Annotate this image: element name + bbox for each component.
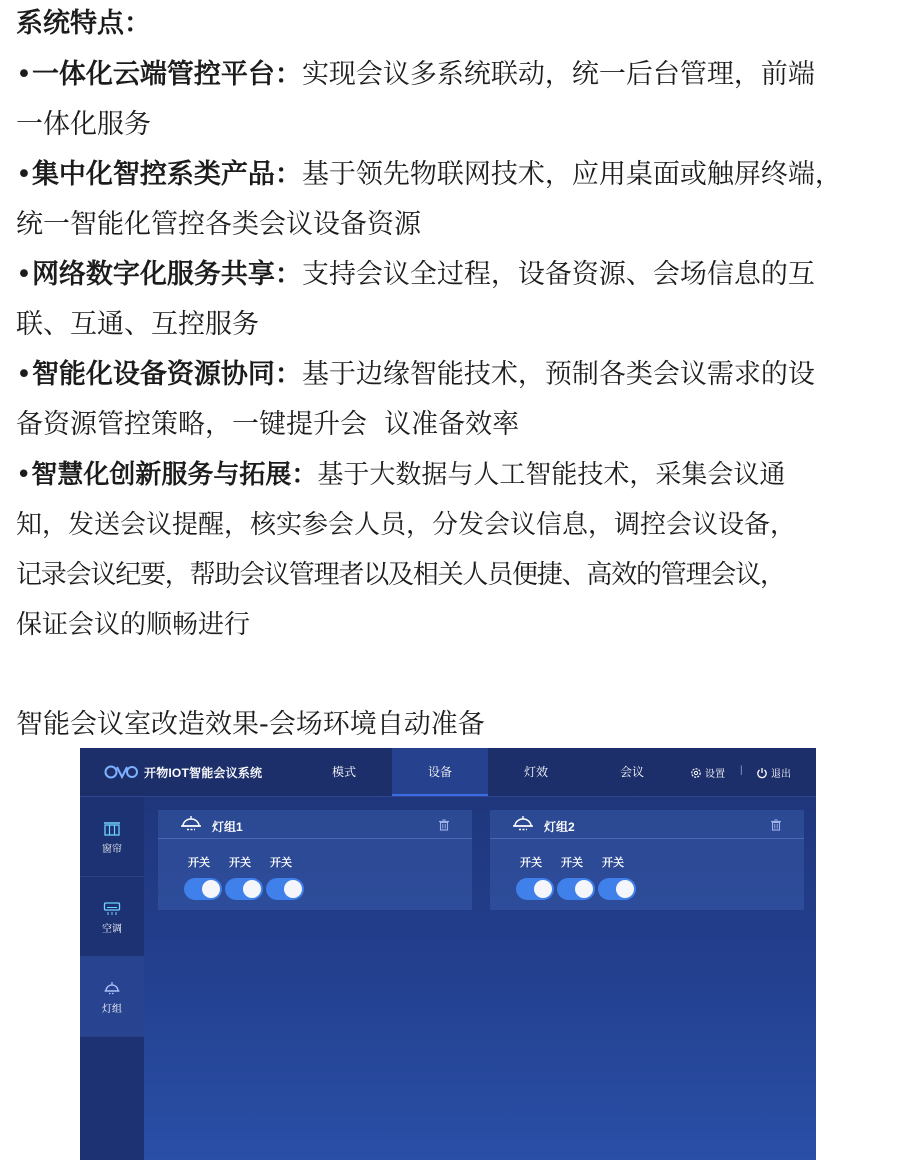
tab-devices[interactable]: 设备 (392, 748, 488, 796)
feature-text: 统一智能化管控各类会议设备资源 (16, 209, 421, 240)
feature-item (16, 250, 886, 350)
divider: | (740, 765, 743, 776)
feature-text: 联、互通、互控服务 (16, 309, 259, 340)
feature-title: 智能化设备资源协同： (31, 359, 302, 390)
feature-text: 支持会议全过程，设备资源、会场信息的互 (301, 259, 815, 290)
feature-title: 一体化云端管控平台： (31, 59, 302, 90)
toggle-knob (534, 880, 552, 898)
toggle-knob (202, 880, 220, 898)
logout-label: 退出 (771, 769, 791, 780)
light-group-panel (158, 810, 472, 910)
feature-text: 基于领先物联网技术，应用桌面或触屏终端， (301, 159, 842, 190)
switch-toggle[interactable] (516, 878, 554, 900)
switch-toggle[interactable] (225, 878, 263, 900)
tab-mode[interactable]: 模式 (331, 765, 356, 779)
ceiling-light-icon (180, 816, 202, 832)
feature-title: 智慧化创新服务与拓展： (31, 460, 318, 490)
curtain-icon (103, 821, 121, 837)
feature-title: 集中化智控系类产品： (31, 159, 302, 190)
panel-header (490, 810, 804, 839)
trash-icon[interactable] (770, 819, 782, 831)
bullet: • (16, 359, 32, 390)
sidebar-item-curtain[interactable] (80, 797, 144, 877)
light-group-panel (490, 810, 804, 910)
switch-label: 开关 (188, 857, 210, 869)
panel-header (158, 810, 472, 839)
sidebar-item-label: 窗帘 (102, 844, 122, 855)
trash-icon[interactable] (438, 819, 450, 831)
air-conditioner-icon (103, 901, 121, 917)
feature-item (16, 50, 886, 150)
sidebar-item-label: 灯组 (102, 1004, 122, 1015)
section-heading: 系统特点： (16, 8, 151, 39)
figure-caption: 智能会议室改造效果-会场环境自动准备 (16, 709, 485, 740)
switch-toggle[interactable] (557, 878, 595, 900)
sidebar (80, 797, 144, 1160)
panel-title: 灯组2 (544, 820, 575, 834)
gear-icon (690, 767, 702, 779)
feature-text: 备资源管控策略，一键提升会 议准备效率 (16, 409, 520, 440)
switch-toggle[interactable] (266, 878, 304, 900)
sidebar-item-label: 空调 (102, 924, 122, 935)
bullet: • (16, 259, 32, 290)
ceiling-light-icon (512, 816, 534, 832)
switch-label: 开关 (270, 857, 292, 869)
tab-lighting[interactable]: 灯效 (523, 765, 548, 779)
settings-button[interactable] (690, 765, 725, 780)
feature-text: 知，发送会议提醒，核实参会人员，分发会议信息，调控会议设备， (16, 510, 797, 540)
feature-title: 网络数字化服务共享： (31, 259, 302, 290)
settings-label: 设置 (705, 769, 725, 780)
feature-text: 保证会议的顺畅进行 (16, 610, 251, 640)
logo-icon (104, 765, 138, 779)
toggle-knob (284, 880, 302, 898)
toggle-knob (616, 880, 634, 898)
feature-text: 基于边缘智能技术，预制各类会议需求的设 (301, 359, 815, 390)
sidebar-item-lights[interactable] (80, 957, 144, 1037)
feature-item (16, 450, 886, 650)
feature-item (16, 350, 886, 450)
switch-label: 开关 (229, 857, 251, 869)
switch-label: 开关 (602, 857, 624, 869)
toggle-knob (243, 880, 261, 898)
feature-item (16, 150, 886, 250)
app-title: 开物IOT智能会议系统 (144, 765, 263, 780)
top-bar (80, 748, 816, 797)
light-icon (103, 981, 121, 997)
bullet: • (16, 59, 32, 90)
bullet: • (16, 460, 32, 490)
feature-text: 一体化服务 (16, 109, 151, 140)
bullet: • (16, 159, 32, 190)
switch-label: 开关 (561, 857, 583, 869)
switch-label: 开关 (520, 857, 542, 869)
power-icon (756, 767, 768, 779)
sidebar-item-ac[interactable] (80, 877, 144, 957)
logout-button[interactable] (756, 765, 791, 780)
toggle-knob (575, 880, 593, 898)
panel-title: 灯组1 (212, 820, 243, 834)
app-screenshot (80, 748, 816, 1160)
tab-meeting[interactable]: 会议 (619, 765, 644, 779)
switch-toggle[interactable] (598, 878, 636, 900)
feature-text: 记录会议纪要，帮助会议管理者以及相关人员便捷、高效的管理会议， (16, 560, 785, 590)
switch-toggle[interactable] (184, 878, 222, 900)
feature-text: 基于大数据与人工智能技术，采集会议通 (317, 460, 786, 490)
app-logo (104, 762, 262, 782)
feature-text: 实现会议多系统联动，统一后台管理，前端 (301, 59, 815, 90)
